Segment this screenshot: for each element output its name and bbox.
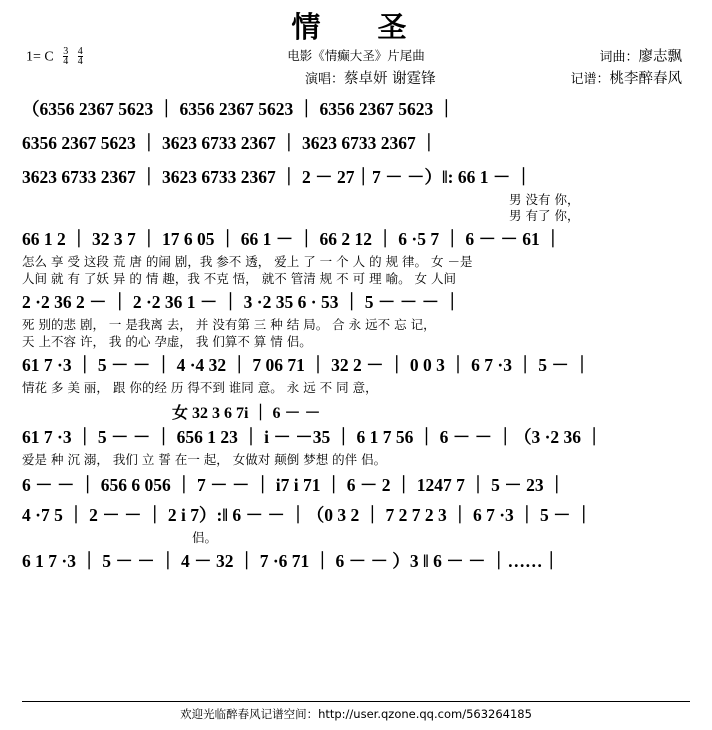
notation-line-1: （6356 2367 5623 ｜ 6356 2367 5623 ｜ 6356 2367 5623 ｜ [22,99,456,119]
lyric-line-10: 侣。 [192,530,218,545]
footer-divider [22,701,690,702]
staff-area [0,96,712,574]
notation-line-6: 61 7 ·3 ｜ 5 － － ｜ 4 ·4 32 ｜ 7 06 71 ｜ 32 2 － ｜ 0 0 3 ｜ 6 7 ·3 ｜ 5 － ｜ [22,355,591,375]
singer-credit: 演唱：蔡卓妍 谢霆锋 [305,71,436,87]
notation-line-8: 61 7 ·3 ｜ 5 － － ｜ 656 1 23 ｜ i － －35 ｜ 6 1 7 56 ｜ 6 － － ｜（3 ·2 36 ｜ [22,427,603,447]
time-signature-2: $\frac{4}{4}$ [77,46,83,67]
notation-line-10: 4 ·7 5 ｜ 2 － － ｜ 2 i 7）:‖ 6 － － ｜（0 3 2 ｜ 7 2 7 2 3 ｜ 6 7 ·3 ｜ 5 － ｜ [22,505,593,525]
sheet-music-page [0,10,712,730]
lyric-line-3a: 男 没有 你， [509,192,580,207]
meta-row-1 [0,44,712,66]
notation-line-7: 女 32 3 6 7i ｜ 6 － － [172,405,321,422]
notation-line-9: 6 － － ｜ 656 6 056 ｜ 7 － － ｜ i7 i 71 ｜ 6 － 2 ｜ 1247 7 ｜ 5 － 23 ｜ [22,475,566,495]
lyric-line-8: 爱是 种 沉 溺， 我们 立 誓 在一 起， 女做对 颠倒 梦想 的伴 侣。 [22,452,387,467]
lyric-line-4a: 怎么 享 受 这段 荒 唐 的闹 剧，我 参不 透， 爱上 了 一 个 人 的 规 律。 女 －是 [22,254,473,269]
lyric-line-3b: 男 有了 你， [509,208,580,223]
notation-line-11: 6 1 7 ·3 ｜ 5 － － ｜ 4 － 32 ｜ 7 ·6 71 ｜ 6 － － ）3 ‖ 6 － － ｜……｜ [22,551,560,571]
notation-credit: 记谱：桃李醉春风 [570,71,682,87]
notation-line-5: 2 ·2 36 2 － ｜ 2 ·2 36 1 － ｜ 3 ·2 35 6 · 53 ｜ 5 － － － ｜ [22,292,461,312]
page-title: 情 圣 [291,10,421,44]
meta-row-2 [0,66,712,88]
lyric-line-5a: 死 别的悲 剧， 一 是我离 去， 并 没有第 三 种 结 局。 合 永 远不 忘 记， [22,317,436,332]
lyric-line-5b: 天 上不容 许， 我 的心 孕虚， 我 们算不 算 情 侣。 [22,334,312,349]
notation-line-2: 6356 2367 5623 ｜ 3623 6733 2367 ｜ 3623 6733 2367 ｜ [22,133,438,153]
notation-line-4: 66 1 2 ｜ 32 3 7 ｜ 17 6 05 ｜ 66 1 － ｜ 66 2 12 ｜ 6 ·5 7 ｜ 6 － － 61 ｜ [22,229,562,249]
footer-text: 欢迎光临醉春风记谱空间：http://user.qzone.qq.com/563264185 [180,707,532,721]
lyric-line-4b: 人间 就 有 了妖 异 的 情 趣，我 不克 悟， 就不 管清 规 不 可 理 喻。 女 人间 [22,271,457,286]
film-note: 电影《情癫大圣》片尾曲 [287,48,425,63]
time-signature-1: $\frac{3}{4}$ [63,46,69,67]
composer-credit: 词曲：廖志飘 [599,49,682,65]
key-signature: 1= C $\frac{3}{4}$ $\frac{4}{4}$ [26,46,83,67]
lyric-line-6: 情花 多 美 丽， 跟 你的经 历 得不到 谁同 意。 永 远 不 同 意， [22,380,378,395]
notation-line-3: 3623 6733 2367 ｜ 3623 6733 2367 ｜ 2 － 27｜7 － －）‖: 66 1 － ｜ [22,167,533,187]
